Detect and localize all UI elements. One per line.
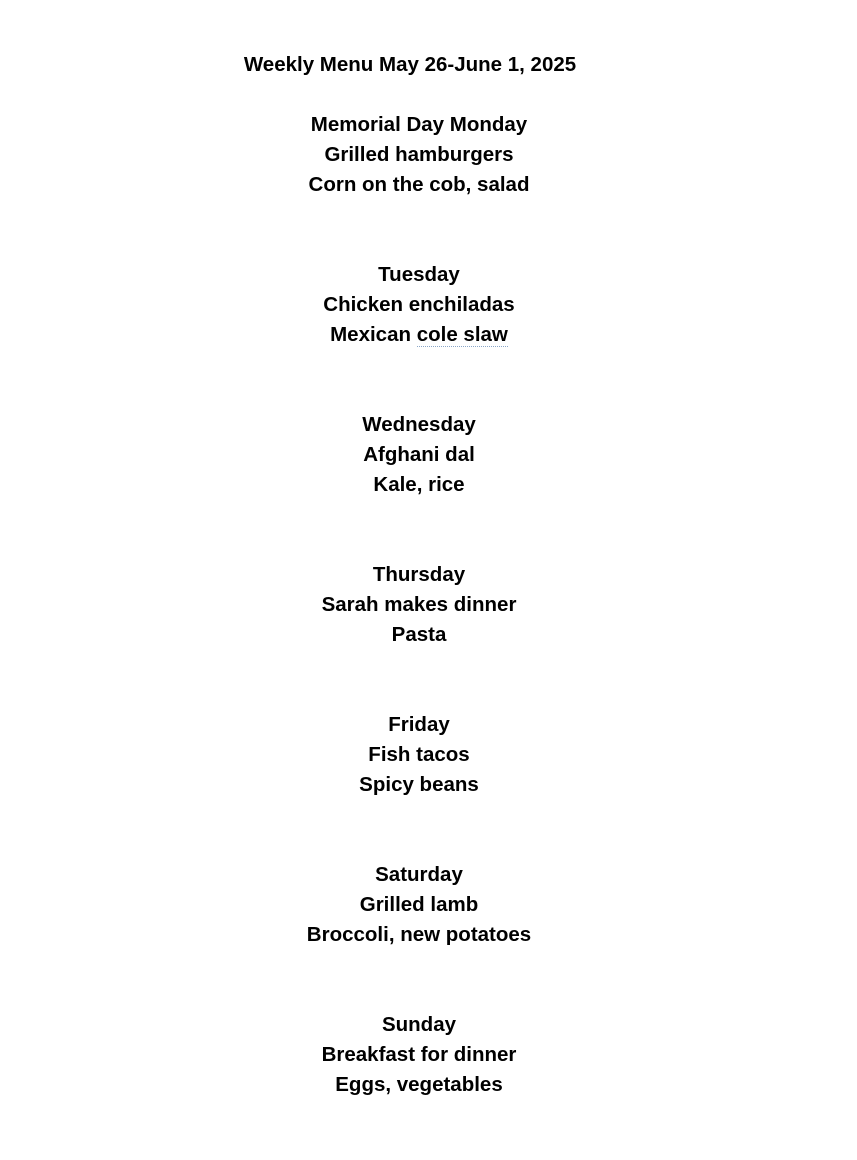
weekly-menu — [0, 110, 838, 1160]
side-dishes: Broccoli, new potatoes — [306, 923, 532, 946]
main-dish: Afghani dal — [363, 443, 475, 466]
main-dish: Fish tacos — [368, 743, 470, 766]
side-dishes — [0, 320, 838, 350]
day-name: Sunday — [381, 1013, 457, 1036]
main-dish: Breakfast for dinner — [321, 1043, 517, 1066]
side-dishes: Kale, rice — [373, 473, 465, 496]
side-dishes: Pasta — [391, 623, 447, 646]
menu-day-thursday — [0, 560, 838, 650]
main-dish: Sarah makes dinner — [321, 593, 517, 616]
side-dishes-prefix: Mexican — [330, 323, 417, 346]
day-name: Saturday — [375, 863, 463, 886]
page-title: Weekly Menu May 26-June 1, 2025 — [243, 53, 577, 76]
main-dish: Chicken enchiladas — [323, 293, 515, 316]
menu-day-saturday — [0, 860, 838, 950]
menu-day-wednesday — [0, 410, 838, 500]
day-name: Memorial Day Monday — [310, 113, 528, 136]
day-name: Friday — [388, 713, 450, 736]
side-dishes: Corn on the cob, salad — [308, 173, 530, 196]
menu-day-tuesday — [0, 260, 838, 350]
menu-day-monday — [0, 110, 838, 200]
day-name: Thursday — [372, 563, 466, 586]
side-dishes: Spicy beans — [359, 773, 479, 796]
day-name: Tuesday — [378, 263, 460, 286]
day-name: Wednesday — [362, 413, 476, 436]
side-dishes: Eggs, vegetables — [335, 1073, 503, 1096]
main-dish: Grilled lamb — [359, 893, 479, 916]
menu-day-friday — [0, 710, 838, 800]
spellcheck-marked-text[interactable]: cole slaw — [416, 323, 508, 346]
main-dish: Grilled hamburgers — [324, 143, 514, 166]
